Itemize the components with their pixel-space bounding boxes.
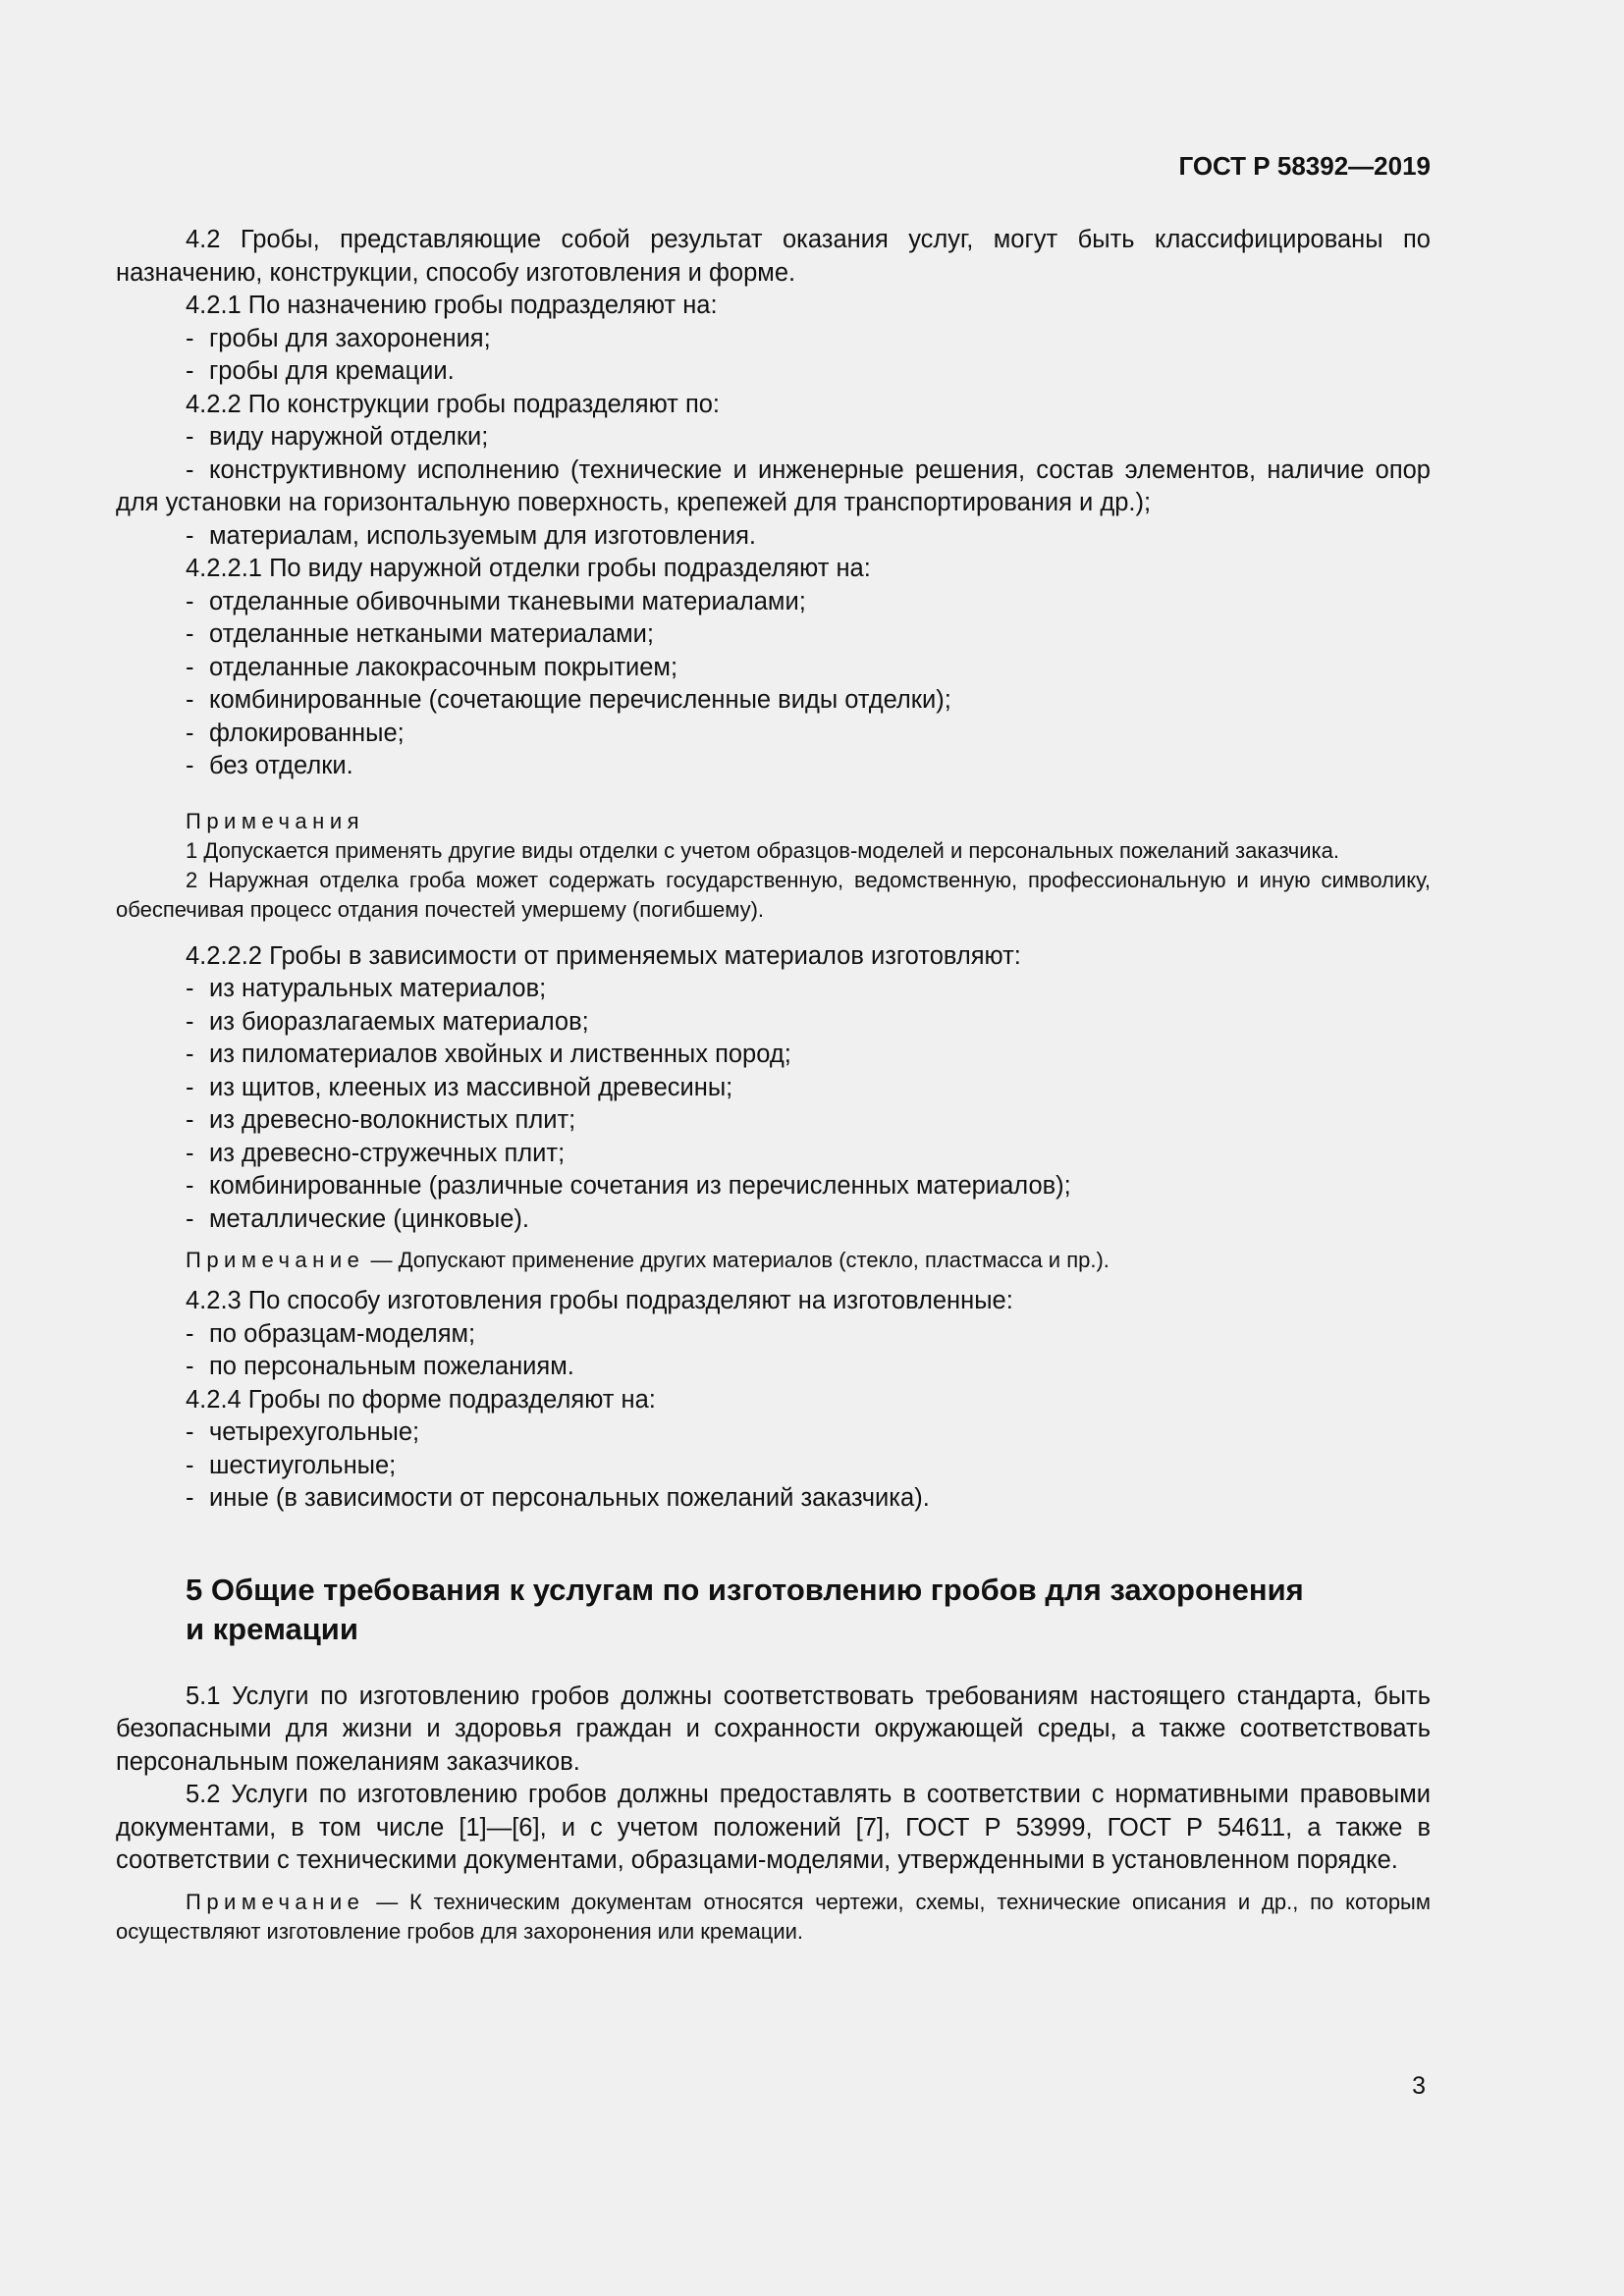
list-item: - шестиугольные; xyxy=(186,1451,397,1479)
note-technical-documents xyxy=(116,1888,1431,1947)
list-item: - без отделки. xyxy=(186,752,353,779)
document-header: ГОСТ Р 58392—2019 xyxy=(1178,151,1431,181)
list-item: - виду наружной отделки; xyxy=(186,423,489,451)
list-item: - по персональным пожеланиям. xyxy=(186,1353,574,1380)
list-item: - из биоразлагаемых материалов; xyxy=(186,1007,589,1036)
section-5-heading: 5 Общие требования к услугам по изготовлению гробов для захоронения и кремации xyxy=(186,1572,1304,1646)
list-item: - отделанные неткаными материалами; xyxy=(186,620,655,648)
list-item: - по образцам-моделям; xyxy=(186,1319,476,1348)
list-item: - материалам, используемым для изготовления. xyxy=(186,521,756,550)
clause-4-2: 4.2 Гробы, представляющие собой результат оказания услуг, могут быть классифицированы по назначению, конструкции, способу изготовления и форме. xyxy=(116,226,1431,287)
clause-4-2-2-1-title: 4.2.2.1 По виду наружной отделки гробы подразделяют на: xyxy=(186,555,871,582)
list-item: - из древесно-стружечных плит; xyxy=(186,1139,566,1167)
list-item: - отделанные лакокрасочным покрытием; xyxy=(186,653,678,681)
list-item: - комбинированные (сочетающие перечисленные виды отделки); xyxy=(186,686,951,714)
note-label: Примечание xyxy=(186,1889,365,1914)
list-item: - иные (в зависимости от персональных пожеланий заказчика). xyxy=(186,1484,930,1512)
clause-4-2-3-title: 4.2.3 По способу изготовления гробы подразделяют на изготовленные: xyxy=(186,1287,1013,1314)
clause-4-2-2-title: 4.2.2 По конструкции гробы подразделяют по: xyxy=(186,390,721,418)
note-materials xyxy=(116,1246,1431,1275)
list-item: - гробы для захоронения; xyxy=(186,324,491,352)
list-item: - флокированные; xyxy=(186,719,405,747)
notes-label: Примечания xyxy=(186,808,365,833)
note-label: Примечание xyxy=(186,1248,365,1272)
note-2: 2 Наружная отделка гроба может содержать государственную, ведомственную, профессиональную и иную символику, обеспечивая процесс отдания почестей умершему (погибшему). xyxy=(116,867,1431,922)
list-item: - четырехугольные; xyxy=(186,1418,420,1446)
clause-4-2-2-2-title: 4.2.2.2 Гробы в зависимости от применяемых материалов изготовляют: xyxy=(186,941,1021,970)
note-1: 1 Допускается применять другие виды отделки с учетом образцов-моделей и персональных пожеланий заказчика. xyxy=(186,837,1340,863)
clause-4-2-4-title: 4.2.4 Гробы по форме подразделяют на: xyxy=(186,1385,656,1414)
list-item: - из пиломатериалов хвойных и лиственных пород; xyxy=(186,1041,791,1068)
note-text: — К техническим документам относятся чертежи, схемы, технические описания и др., по которым осуществляют изготовление гробов для захоронения или кремации. xyxy=(116,1889,1431,1944)
page-content xyxy=(116,224,1431,1947)
list-item: - из древесно-волокнистых плит; xyxy=(186,1106,576,1134)
page-number: 3 xyxy=(1412,2072,1426,2100)
list-item: - из щитов, клееных из массивной древесины; xyxy=(186,1073,733,1101)
list-item: - отделанные обивочными тканевыми материалами; xyxy=(186,587,806,615)
clause-4-2-1-title: 4.2.1 По назначению гробы подразделяют на: xyxy=(186,292,718,319)
clause-5-2: 5.2 Услуги по изготовлению гробов должны предоставлять в соответствии с нормативными правовыми документами, в том числе [1]—[6], и с учетом положений [7], ГОСТ Р 53999, ГОСТ Р 54611, а также в соответствии с техническими документами, образцами-моделями, утвержденными в установленном порядке. xyxy=(116,1781,1431,1874)
list-item: - гробы для кремации. xyxy=(186,357,455,385)
note-text: — Допускают применение других материалов (стекло, пластмасса и пр.). xyxy=(370,1248,1110,1272)
list-item: - из натуральных материалов; xyxy=(186,975,547,1002)
list-item: - металлические (цинковые). xyxy=(186,1204,530,1233)
list-item-wrapped: - конструктивному исполнению (технические и инженерные решения, состав элементов, наличие опор для установки на горизонтальную поверхность, крепежей для транспортирования и др.); xyxy=(116,455,1431,516)
clause-5-1: 5.1 Услуги по изготовлению гробов должны соответствовать требованиям настоящего стандарта, быть безопасными для жизни и здоровья граждан и сохранности окружающей среды, а также соответствовать персональным пожеланиям заказчиков. xyxy=(116,1682,1431,1776)
list-item: - комбинированные (различные сочетания из перечисленных материалов); xyxy=(186,1172,1071,1200)
